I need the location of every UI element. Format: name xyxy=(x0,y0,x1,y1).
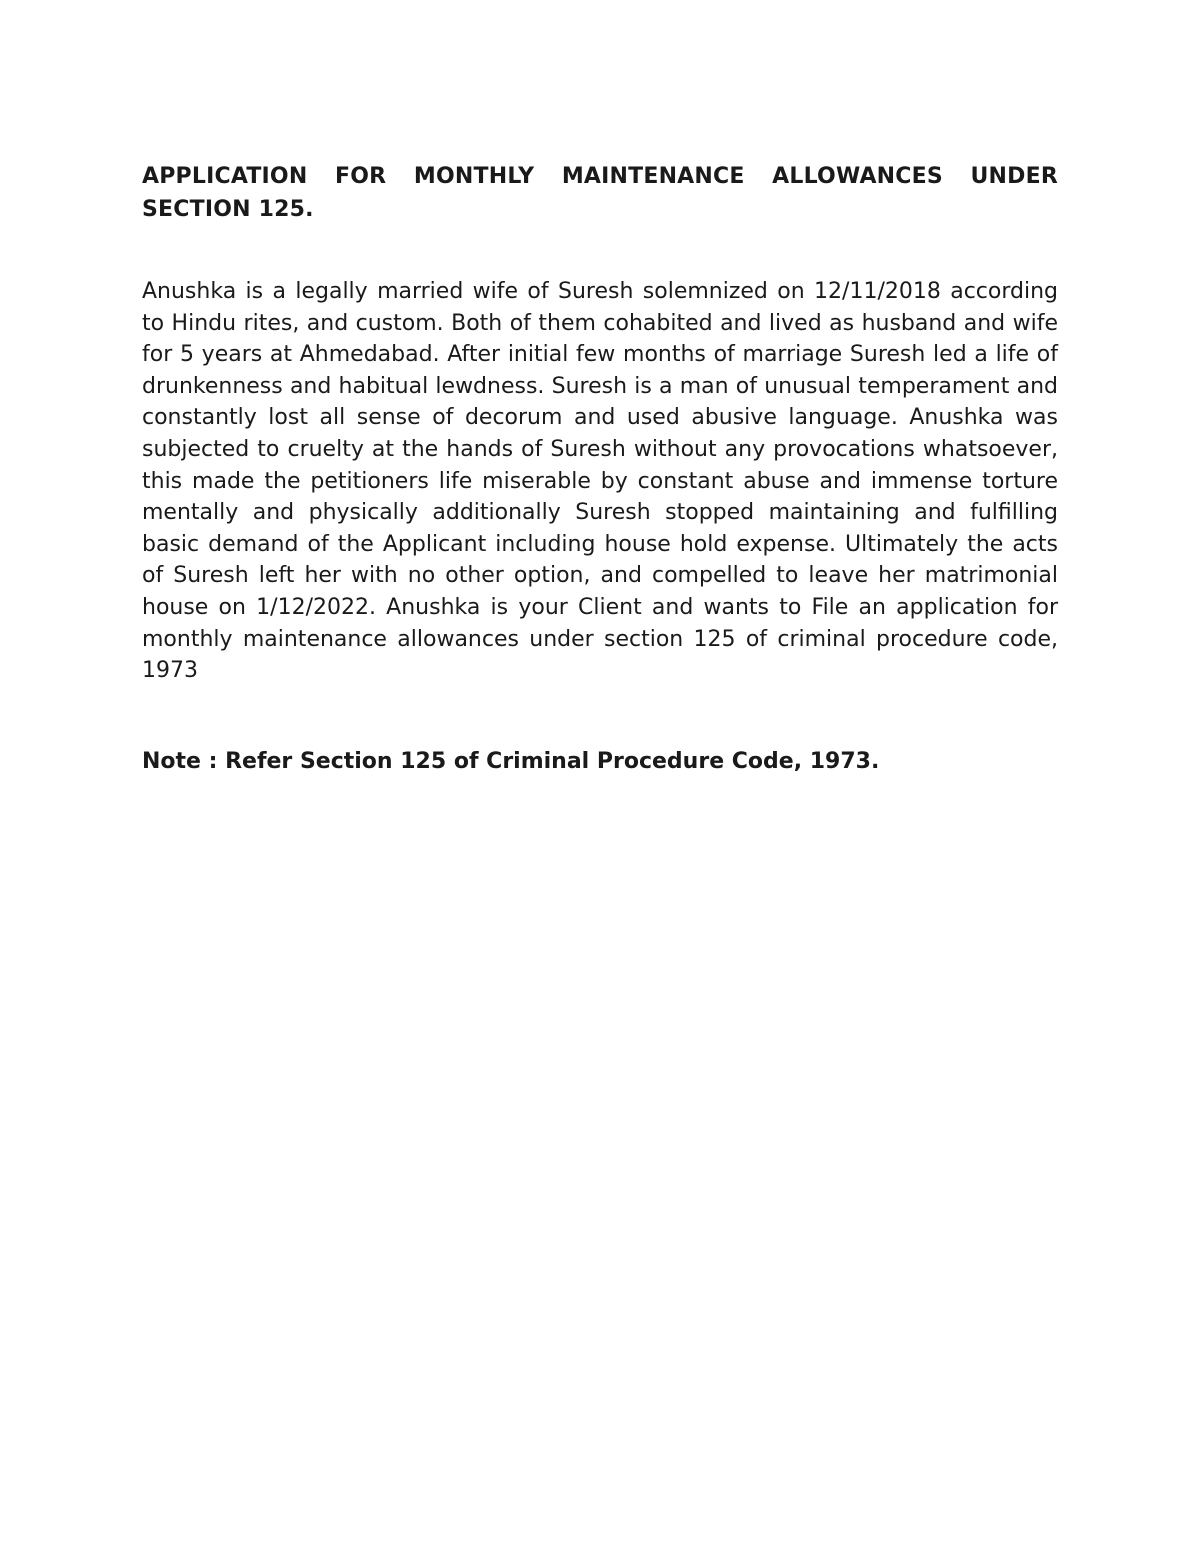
document-note: Note : Refer Section 125 of Criminal Procedure Code, 1973. xyxy=(142,748,880,774)
document-title: APPLICATION FOR MONTHLY MAINTENANCE ALLOWANCES UNDER SECTION 125. xyxy=(142,164,1058,222)
document-body-paragraph: Anushka is a legally married wife of Suresh solemnized on 12/11/2018 according to Hindu rites, and custom. Both of them cohabited and lived as husband and wife for 5 years at Ahmedabad. After initial few months of marriage Suresh led a life of drunkenness and habitual lewdness. Suresh is a man of unusual temperament and constantly lost all sense of decorum and used abusive language. Anushka was subjected to cruelty at the hands of Suresh without any provocations whatsoever, this made the petitioners life miserable by constant abuse and immense torture mentally and physically additionally Suresh stopped maintaining and fulfilling basic demand of the Applicant including house hold expense. Ultimately the acts of Suresh left her with no other option, and compelled to leave her matrimonial house on 1/12/2022. Anushka is your Client and wants to File an application for monthly maintenance allowances under section 125 of criminal procedure code, 1973 xyxy=(142,279,1058,684)
document-content xyxy=(142,160,1058,778)
